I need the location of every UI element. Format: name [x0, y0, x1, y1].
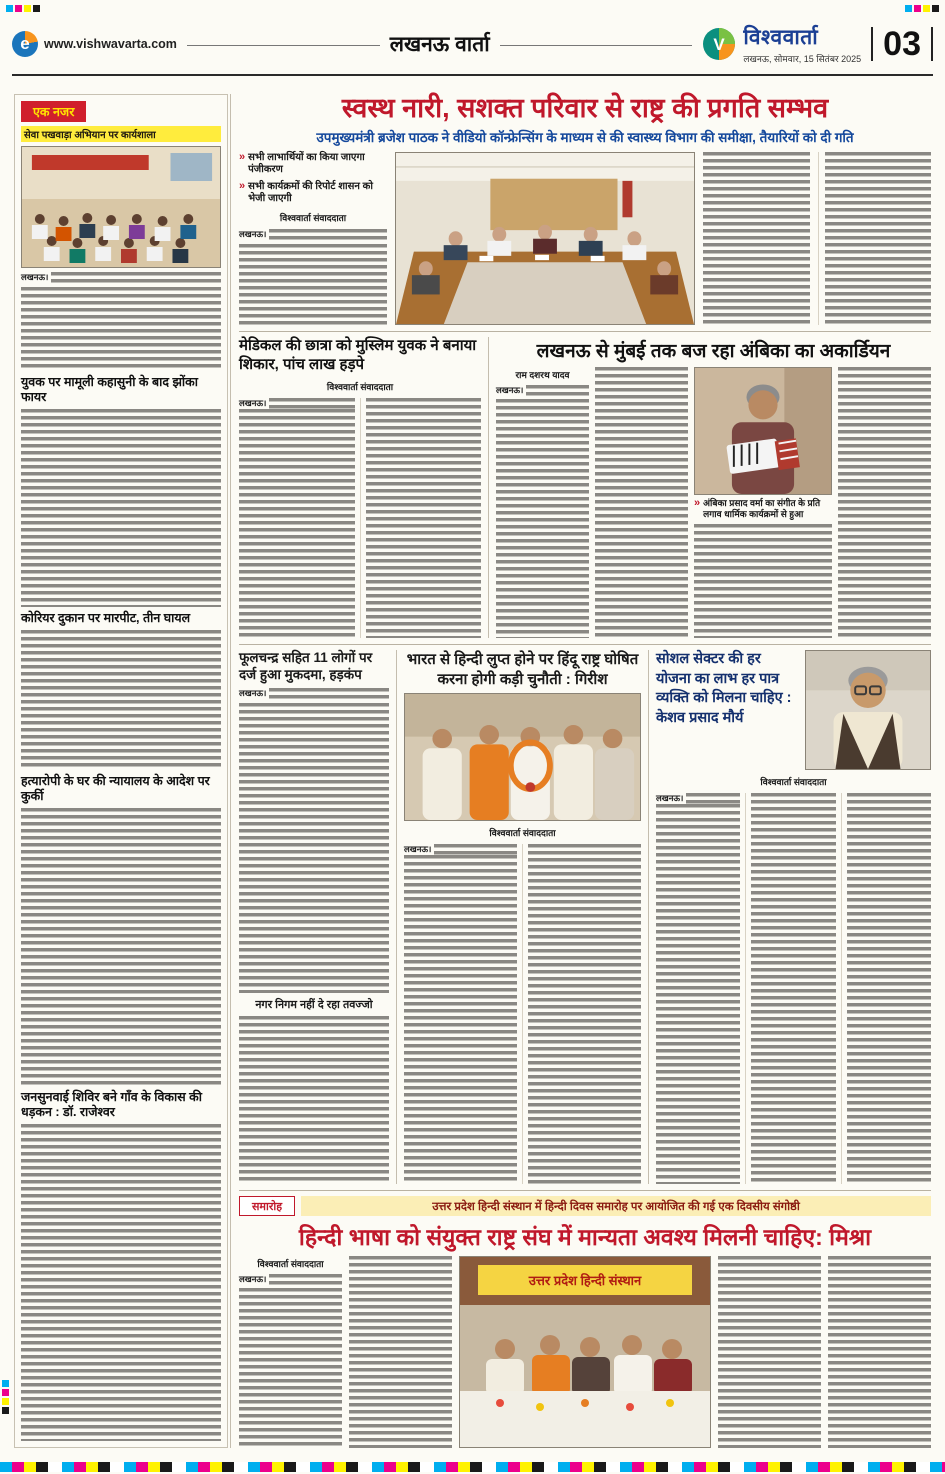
accordion-photo [694, 367, 832, 495]
body-text [51, 272, 221, 283]
body-text-column [818, 152, 932, 325]
lead-bullet-2 [239, 181, 387, 206]
body-text [703, 152, 810, 325]
lead-headline: स्वस्थ नारी, सशक्त परिवार से राष्ट्र की प्रगति सम्भव [341, 93, 829, 123]
body-text-start [239, 398, 355, 409]
dateline: लखनऊ। [656, 793, 684, 803]
dateline: लखनऊ। [239, 228, 267, 239]
accordion-photo-caption [694, 498, 832, 521]
body-text [239, 1016, 389, 1184]
bullet-text: सभी कार्यक्रमों की रिपोर्ट शासन को भेजी जाएगी [248, 180, 373, 205]
body-text-column [841, 793, 931, 1184]
lead-subhead: उपमुख्यमंत्री ब्रजेश पाठक ने वीडियो कॉन्फ्रेन्सिंग के माध्यम से की स्वास्थ्य विभाग की समीक्षा, तैयारियों को दी गति [316, 129, 854, 145]
header-rule-right [500, 45, 693, 46]
body-text-column [718, 1256, 821, 1448]
body-text [828, 1256, 931, 1448]
sidebar-lead-body-start [21, 272, 221, 283]
samaroh-strapline: उत्तर प्रदेश हिन्दी संस्थान में हिन्दी दिवस समारोह पर आयोजित की गई एक दिवसीय संगोष्ठी [301, 1196, 931, 1216]
body-text-start [239, 688, 389, 699]
sidebar-header: एक नजर [21, 101, 86, 122]
samaroh-kicker: समारोह [239, 1196, 295, 1216]
body-text [21, 1124, 221, 1441]
social-sector-headline: सोशल सेक्टर की हर योजना का लाभ हर पात्र व्यक्ति को मिलना चाहिए : केशव प्रसाद मौर्य [656, 651, 792, 726]
byline: विश्ववार्ता संवाददाता [489, 828, 556, 838]
body-text-column [703, 152, 810, 325]
body-text-column [828, 1256, 931, 1448]
body-text-column [496, 367, 589, 638]
dateline: लखनऊ। [496, 385, 524, 396]
body-text-column [349, 1256, 452, 1448]
body-text-column [239, 1256, 342, 1448]
body-text [526, 385, 589, 396]
workshop-photo-caption: सेवा पखवाड़ा अभियान पर कार्यशाला [21, 126, 221, 142]
registration-marks-top-left [6, 5, 40, 12]
body-text [847, 793, 931, 1184]
body-text-column [239, 398, 355, 638]
dais-photo [459, 1256, 711, 1448]
body-text-column [656, 793, 740, 1184]
body-text-column [745, 793, 835, 1184]
body-text-column [404, 844, 517, 1184]
dateline: लखनऊ। [21, 272, 49, 282]
body-text [694, 524, 832, 638]
sidebar-article-3-headline: हत्यारोपी के घर की न्यायालय के आदेश पर कुर्की [21, 774, 210, 803]
body-text [269, 398, 354, 409]
sidebar-article-2-headline: कोरियर दुकान पर मारपीट, तीन घायल [21, 611, 191, 625]
body-text [349, 1256, 452, 1448]
chevron-bullet-icon: » [239, 150, 246, 163]
sidebar-ek-nazar [14, 94, 228, 1448]
accordion-photo-column [694, 367, 832, 638]
dateline: लखनऊ। [239, 397, 267, 408]
bullet-text: सभी लाभार्थियों का किया जाएगा पंजीकरण [248, 151, 365, 176]
registration-marks-bottom-left [2, 1380, 9, 1414]
page-number: 03 [871, 27, 933, 61]
medical-headline: मेडिकल की छात्रा को मुस्लिम युवक ने बनाया शिकार, पांच लाख हड़पे [239, 337, 477, 373]
registration-marks-top-right [905, 5, 939, 12]
edition-dateline: लखनऊ, सोमवार, 15 सितंबर 2025 [743, 54, 862, 64]
body-text [686, 793, 740, 804]
phoolchandra-headline: फूलचन्द्र सहित 11 लोगों पर दर्ज हुआ मुकदमा, हड़कंप [239, 650, 373, 682]
body-text-column [595, 367, 688, 638]
body-text [239, 244, 387, 325]
body-text [239, 409, 355, 638]
byline: विश्ववार्ता संवाददाता [257, 1259, 324, 1269]
accordion-headline: लखनऊ से मुंबई तक बज रहा अंबिका का अकार्डियन [536, 341, 891, 363]
svg-text:V: V [713, 35, 726, 54]
article-accordion [489, 337, 931, 638]
body-text [269, 1274, 342, 1285]
article-medical-student [239, 337, 489, 638]
body-text-start [496, 385, 589, 396]
samaroh-headline: हिन्दी भाषा को संयुक्त राष्ट्र संघ में मान्यता अवश्य मिलनी चाहिए: मिश्रा [298, 1224, 872, 1250]
body-text [718, 1256, 821, 1448]
body-text-start [239, 229, 387, 240]
article-hindi-rashtra [397, 650, 649, 1184]
byline: विश्ववार्ता संवाददाता [760, 777, 827, 787]
body-text [21, 630, 221, 770]
header-rule-left [187, 45, 380, 46]
byline: विश्ववार्ता संवाददाता [279, 212, 347, 223]
article-lead [239, 94, 931, 325]
byline: विश्ववार्ता संवाददाता [326, 381, 394, 392]
body-text [366, 398, 482, 638]
photo-banner-text: उत्तर प्रदेश हिन्दी संस्थान [528, 1273, 642, 1288]
page-header [12, 14, 933, 76]
body-text [751, 793, 835, 1184]
body-text [269, 229, 387, 240]
article-samaroh [239, 1190, 931, 1448]
chevron-bullet-icon: » [694, 497, 701, 510]
body-text [528, 844, 641, 1184]
chevron-bullet-icon: » [239, 179, 246, 192]
body-text [404, 855, 517, 1184]
body-text [825, 152, 932, 325]
dateline: लखनऊ। [404, 844, 432, 854]
body-text [434, 844, 517, 855]
body-text-start [404, 844, 517, 855]
website-link[interactable]: www.vishwavarta.com [44, 37, 177, 51]
masthead [702, 23, 861, 65]
caption-text: अंबिका प्रसाद वर्मा का संगीत के प्रति लगाव धार्मिक कार्यक्रमों से हुआ [703, 498, 821, 520]
lead-first-column [239, 152, 387, 325]
body-text [21, 409, 221, 607]
section-title: लखनऊ वार्ता [389, 33, 490, 56]
conference-photo [395, 152, 695, 325]
body-text [21, 808, 221, 1086]
article-phoolchandra [239, 650, 397, 1184]
hindi-rashtra-headline: भारत से हिन्दी लुप्त होने पर हिंदू राष्ट्र घोषित करना होगी कड़ी चुनौती : गिरीश [406, 651, 639, 688]
masthead-name: विश्ववार्ता [743, 26, 819, 49]
workshop-photo [21, 146, 221, 268]
body-text-column [522, 844, 641, 1184]
body-text [239, 703, 389, 993]
brand-logo-icon: e [12, 31, 38, 57]
garlanding-photo [404, 693, 641, 821]
accordion-byline: राम दशरथ यादव [515, 370, 570, 381]
sidebar-article-4-headline: जनसुनवाई शिविर बने गाँव के विकास की धड़कन : डॉ. राजेश्वर [21, 1090, 203, 1119]
body-text [496, 399, 589, 638]
maurya-photo [805, 650, 931, 770]
cmyk-colour-bar [0, 1462, 945, 1472]
body-text [595, 367, 688, 638]
band-two [239, 331, 931, 638]
body-text-start [239, 1274, 342, 1285]
dateline: लखनऊ। [239, 687, 267, 698]
article-social-sector [649, 650, 931, 1184]
body-text [838, 367, 931, 638]
body-text [656, 804, 740, 1184]
dateline: लखनऊ। [239, 1274, 267, 1284]
lead-bullet-1 [239, 152, 387, 177]
body-text [21, 287, 221, 371]
masthead-logo-icon [702, 27, 736, 61]
site-brand [12, 31, 177, 57]
band-three [239, 644, 931, 1184]
body-text [239, 1288, 342, 1448]
phoolchandra-crosshead: नगर निगम नहीं दे रहा तवज्जो [255, 999, 373, 1011]
main-content [230, 94, 931, 1448]
sidebar-article-1-headline: युवक पर मामूली कहासुनी के बाद झोंका फायर [21, 375, 198, 404]
body-text [269, 688, 389, 699]
body-text-column [838, 367, 931, 638]
body-text-column [360, 398, 482, 638]
body-text-start [656, 793, 740, 804]
